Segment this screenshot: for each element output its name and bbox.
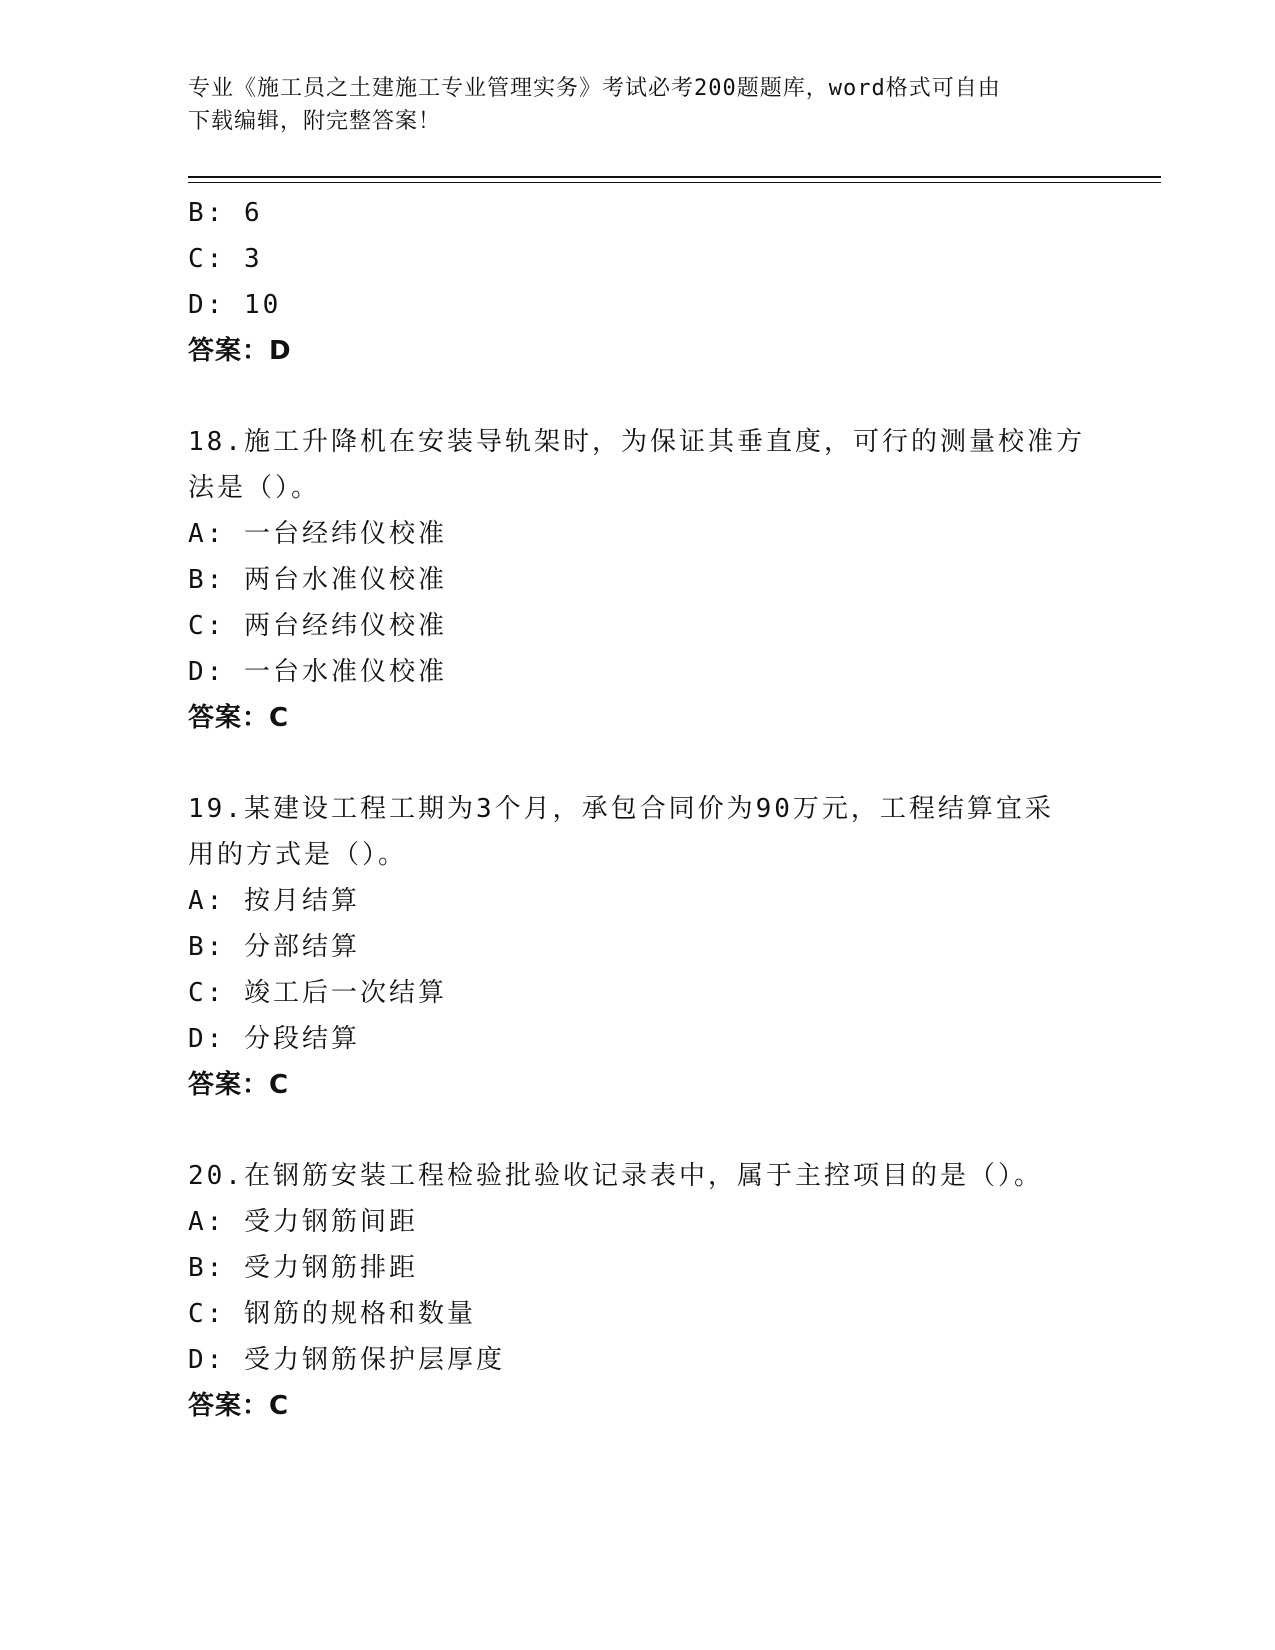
option-b: B: 两台水准仪校准 bbox=[188, 565, 447, 595]
option-c: C: 钢筋的规格和数量 bbox=[188, 1299, 476, 1329]
header-rule-thin bbox=[188, 182, 1161, 183]
answer: 答案：C bbox=[188, 1070, 290, 1100]
question-list bbox=[188, 190, 1088, 1429]
question-stem-line-2: 法是（）。 bbox=[188, 473, 321, 503]
option-c: C: 两台经纬仪校准 bbox=[188, 611, 447, 641]
option-d: D: 分段结算 bbox=[188, 1024, 360, 1054]
spacer bbox=[188, 1108, 1088, 1153]
answer: 答案：C bbox=[188, 1391, 290, 1421]
question-18 bbox=[188, 419, 1088, 741]
option-d: D: 10 bbox=[188, 290, 282, 320]
question-stem-line-1: 20.在钢筋安装工程检验批验收记录表中，属于主控项目的是（）。 bbox=[188, 1161, 1043, 1191]
spacer bbox=[188, 741, 1088, 786]
question-stem-line-2: 用的方式是（）。 bbox=[188, 840, 408, 870]
option-c: C: 竣工后一次结算 bbox=[188, 978, 447, 1008]
question-20 bbox=[188, 1153, 1088, 1429]
option-d: D: 受力钢筋保护层厚度 bbox=[188, 1345, 505, 1375]
answer: 答案：D bbox=[188, 336, 292, 366]
option-c: C: 3 bbox=[188, 244, 263, 274]
header-line-1: 专业《施工员之土建施工专业管理实务》考试必考200题题库，word格式可自由 bbox=[188, 76, 1001, 101]
document-header bbox=[188, 72, 1088, 138]
question-19 bbox=[188, 786, 1088, 1108]
option-b: B: 受力钢筋排距 bbox=[188, 1253, 418, 1283]
question-17-tail bbox=[188, 190, 1088, 374]
option-a: A: 受力钢筋间距 bbox=[188, 1207, 418, 1237]
question-stem-line-1: 18.施工升降机在安装导轨架时，为保证其垂直度，可行的测量校准方 bbox=[188, 427, 1085, 457]
option-a: A: 一台经纬仪校准 bbox=[188, 519, 447, 549]
option-b: B: 6 bbox=[188, 198, 263, 228]
option-d: D: 一台水准仪校准 bbox=[188, 657, 447, 687]
option-b: B: 分部结算 bbox=[188, 932, 360, 962]
header-line-2: 下载编辑，附完整答案！ bbox=[188, 109, 442, 134]
header-rule-thick bbox=[188, 176, 1161, 178]
question-stem-line-1: 19.某建设工程工期为3个月，承包合同价为90万元，工程结算宜采 bbox=[188, 794, 1054, 824]
spacer bbox=[188, 374, 1088, 419]
answer: 答案：C bbox=[188, 703, 290, 733]
option-a: A: 按月结算 bbox=[188, 886, 360, 916]
